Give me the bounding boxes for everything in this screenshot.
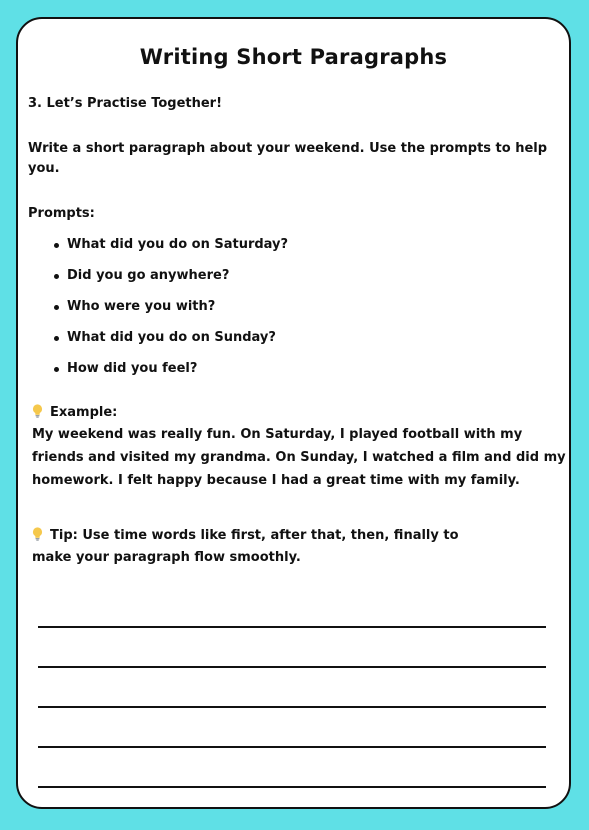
section-heading: 3. Let’s Practise Together! xyxy=(28,96,223,111)
worksheet-card xyxy=(16,17,571,809)
prompt-item: Who were you with? xyxy=(48,297,288,328)
prompt-item: What did you do on Sunday? xyxy=(48,328,288,359)
writing-line xyxy=(38,746,546,748)
example-line: My weekend was really fun. On Saturday, I played football with my xyxy=(32,427,523,442)
prompt-item: What did you do on Saturday? xyxy=(48,235,288,266)
writing-line xyxy=(38,706,546,708)
example-line: friends and visited my grandma. On Sunday, I watched a film and did my xyxy=(32,450,566,465)
instruction-text: Write a short paragraph about your weekend. Use the prompts to help you. xyxy=(28,141,548,176)
prompts-list xyxy=(48,235,288,390)
writing-line xyxy=(38,666,546,668)
writing-line xyxy=(38,786,546,788)
lightbulb-icon xyxy=(32,404,43,418)
example-line: homework. I felt happy because I had a great time with my family. xyxy=(32,473,520,488)
prompt-item: Did you go anywhere? xyxy=(48,266,288,297)
lightbulb-icon xyxy=(32,527,43,541)
tip-line: Tip: Use time words like first, after that, then, finally to xyxy=(50,528,459,543)
worksheet-title: Writing Short Paragraphs xyxy=(139,45,448,69)
writing-line xyxy=(38,626,546,628)
prompt-item: How did you feel? xyxy=(48,359,288,390)
example-label: Example: xyxy=(50,405,118,420)
tip-line: make your paragraph flow smoothly. xyxy=(32,550,301,565)
prompts-label: Prompts: xyxy=(28,206,95,221)
example-heading xyxy=(32,403,117,423)
tip-heading xyxy=(32,526,459,546)
